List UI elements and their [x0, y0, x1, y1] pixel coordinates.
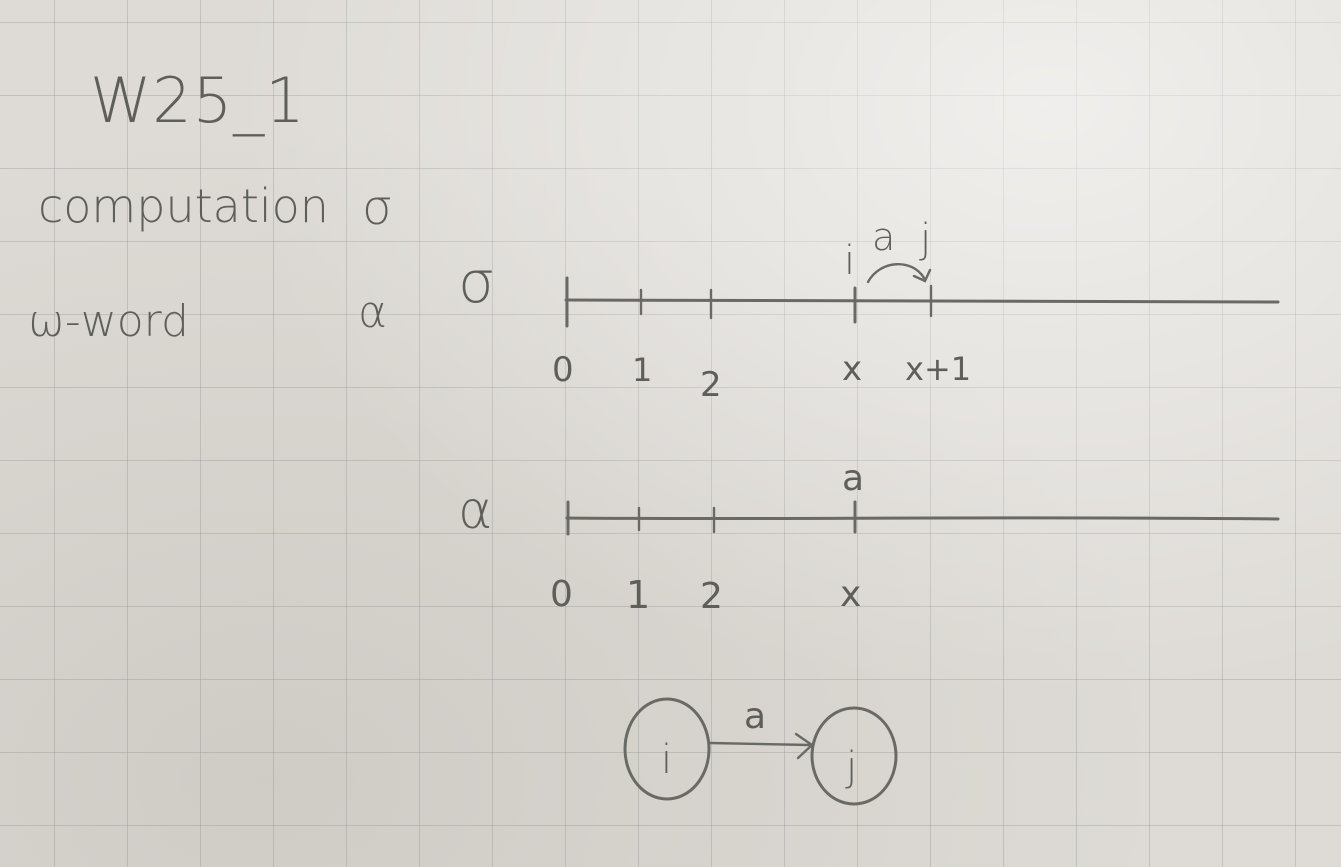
sigma-line-symbol: σ	[458, 248, 495, 316]
alpha-tick-label-x: x	[840, 574, 862, 615]
alpha-number-line	[567, 518, 1278, 519]
alpha-annotation-a: a	[842, 458, 865, 499]
sigma-tick-label-0: 0	[552, 350, 574, 390]
sigma-transition-arc	[868, 264, 924, 282]
omega-word-label: ω-word	[28, 296, 189, 347]
computation-symbol: σ	[362, 180, 393, 236]
sigma-annotation-i: i	[844, 238, 856, 284]
sigma-tick-label-x: x	[842, 349, 863, 389]
alpha-tick-label-1: 1	[626, 573, 651, 617]
page-title: W25_1	[90, 64, 306, 137]
state-j-label: j	[846, 744, 858, 790]
state-i-label: i	[661, 737, 673, 783]
alpha-tick-label-2: 2	[700, 576, 723, 617]
alpha-line-symbol: α	[458, 481, 493, 541]
transition-label: a	[744, 696, 767, 737]
sigma-annotation-a: a	[872, 215, 896, 259]
sigma-tick-label-2: 2	[700, 365, 722, 405]
sigma-tick-label-x1: x+1	[905, 350, 972, 388]
computation-label: computation	[38, 179, 329, 233]
sigma-number-line	[566, 300, 1278, 302]
sigma-annotation-j: j	[920, 216, 932, 262]
alpha-tick-label-0: 0	[550, 574, 573, 615]
sigma-tick-label-1: 1	[632, 351, 653, 389]
transition-arrow	[710, 743, 810, 745]
omega-word-symbol: α	[358, 287, 388, 338]
